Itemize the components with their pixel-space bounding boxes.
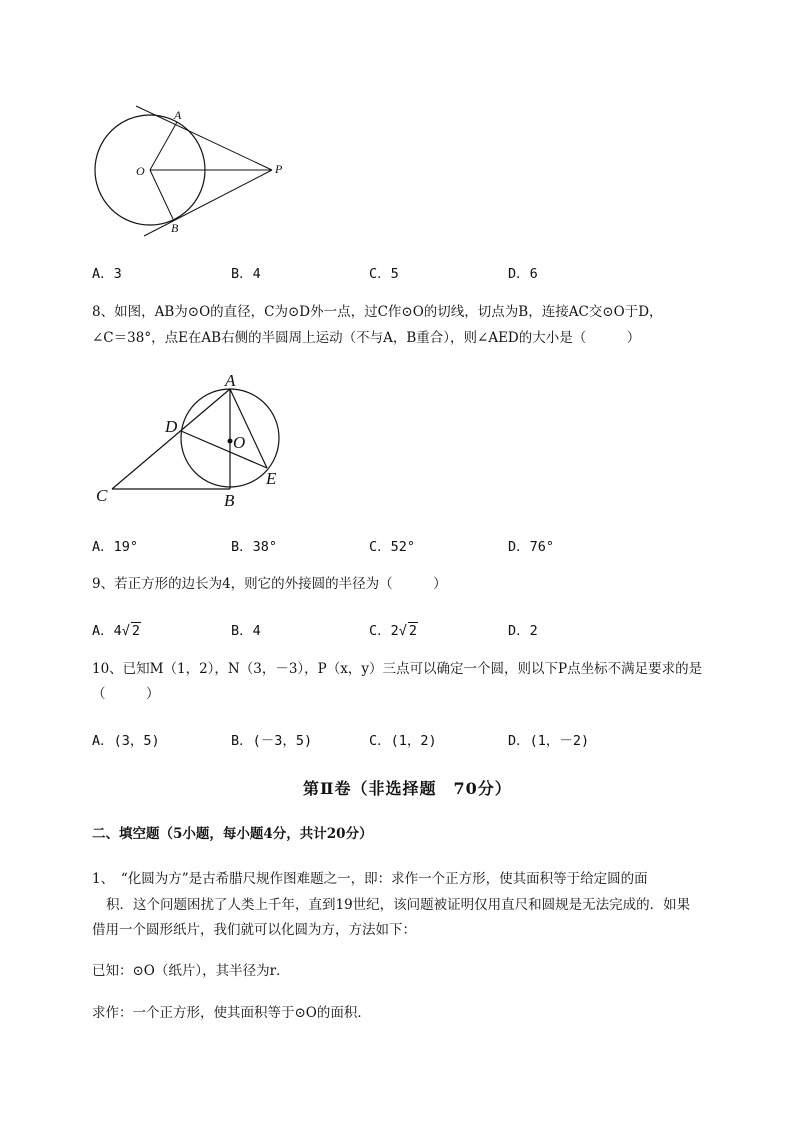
q7-tangent-b bbox=[144, 170, 272, 236]
q8-option-a: A．19° bbox=[92, 539, 139, 555]
q7-label-a: A bbox=[174, 108, 182, 122]
q7-label-b: B bbox=[171, 221, 179, 235]
q9-question: 9、若正方形的边长为4，则它的外接圆的半径为（ ） bbox=[92, 576, 447, 592]
q7-option-d: D．6 bbox=[508, 266, 538, 282]
q8-label-c: C bbox=[96, 486, 108, 505]
q7-radius-oa bbox=[150, 122, 177, 170]
sqrt-symbol: √ 2 bbox=[121, 623, 141, 639]
q7-option-c: C．5 bbox=[369, 266, 399, 282]
q7-radius-ob bbox=[150, 170, 173, 219]
q9-option-c-radicand: 2 bbox=[408, 623, 418, 639]
q8-label-b: B bbox=[224, 491, 235, 510]
q8-option-b: B．38° bbox=[231, 539, 278, 555]
q10-option-c: C．(1，2) bbox=[369, 733, 437, 749]
q9-option-b: B．4 bbox=[231, 623, 261, 639]
fill1-line1: 1、 “化圆为方”是古希腊尺规作图难题之一，即：求作一个正方形，使其面积等于给定圆的面 bbox=[92, 871, 648, 887]
q8-line-de bbox=[181, 431, 267, 468]
q10-question-line2: （ ） bbox=[92, 686, 160, 702]
q10-option-b: B．(－3，5) bbox=[231, 733, 313, 749]
q8-option-d: D．76° bbox=[508, 539, 555, 555]
q8-label-e: E bbox=[266, 469, 277, 488]
fill1-known: 已知：⊙O（纸片），其半径为r． bbox=[92, 963, 290, 979]
q7-option-a: A．3 bbox=[92, 266, 122, 282]
sqrt-symbol: √ 2 bbox=[398, 623, 418, 639]
q9-option-c-prefix: C．2 bbox=[369, 623, 399, 639]
q10-option-a: A．(3，5) bbox=[92, 733, 160, 749]
q7-figure bbox=[86, 100, 296, 245]
q9-option-a-prefix: A．4 bbox=[92, 623, 122, 639]
q8-label-d: D bbox=[165, 417, 178, 436]
q9-option-a-radicand: 2 bbox=[131, 623, 141, 639]
section-subtitle: 二、填空题（5小题，每小题4分，共计20分） bbox=[92, 826, 373, 842]
q8-center-dot bbox=[228, 439, 233, 444]
q7-option-b: B．4 bbox=[231, 266, 261, 282]
q9-option-d: D．2 bbox=[508, 623, 538, 639]
q8-question-line1: 8、如图，AB为⊙O的直径，C为⊙D外一点，过C作⊙O的切线，切点为B，连接AC交⊙O于D， bbox=[92, 304, 663, 320]
fill1-construct: 求作：一个正方形，使其面积等于⊙O的面积． bbox=[92, 1005, 371, 1021]
q9-option-c bbox=[369, 619, 418, 639]
q9-option-a bbox=[92, 619, 141, 639]
q7-label-o: O bbox=[136, 164, 145, 178]
q8-option-c: C．52° bbox=[369, 539, 416, 555]
q7-label-p: P bbox=[275, 162, 283, 176]
q8-line-ca bbox=[112, 389, 230, 489]
fill1-line3: 借用一个圆形纸片，我们就可以化圆为方，方法如下： bbox=[92, 922, 416, 938]
q8-figure bbox=[92, 368, 302, 513]
q8-label-a: A bbox=[225, 371, 236, 390]
q8-question-line2: ∠C＝38°，点E在AB右侧的半圆周上运动（不与A，B重合），则∠AED的大小是（ ） bbox=[92, 330, 641, 346]
q10-option-d: D．(1，－2) bbox=[508, 733, 590, 749]
q8-label-o: O bbox=[233, 433, 246, 452]
q10-question-line1: 10、已知M（1，2），N（3，－3），P（x，y）三点可以确定一个圆，则以下P点坐标不满足要求的是 bbox=[92, 661, 703, 677]
fill1-line2: 积．这个问题困扰了人类上千年，直到19世纪，该问题被证明仅用直尺和圆规是无法完成的．如果 bbox=[106, 897, 691, 913]
section-title: 第Ⅱ卷（非选择题 70分） bbox=[303, 779, 512, 798]
